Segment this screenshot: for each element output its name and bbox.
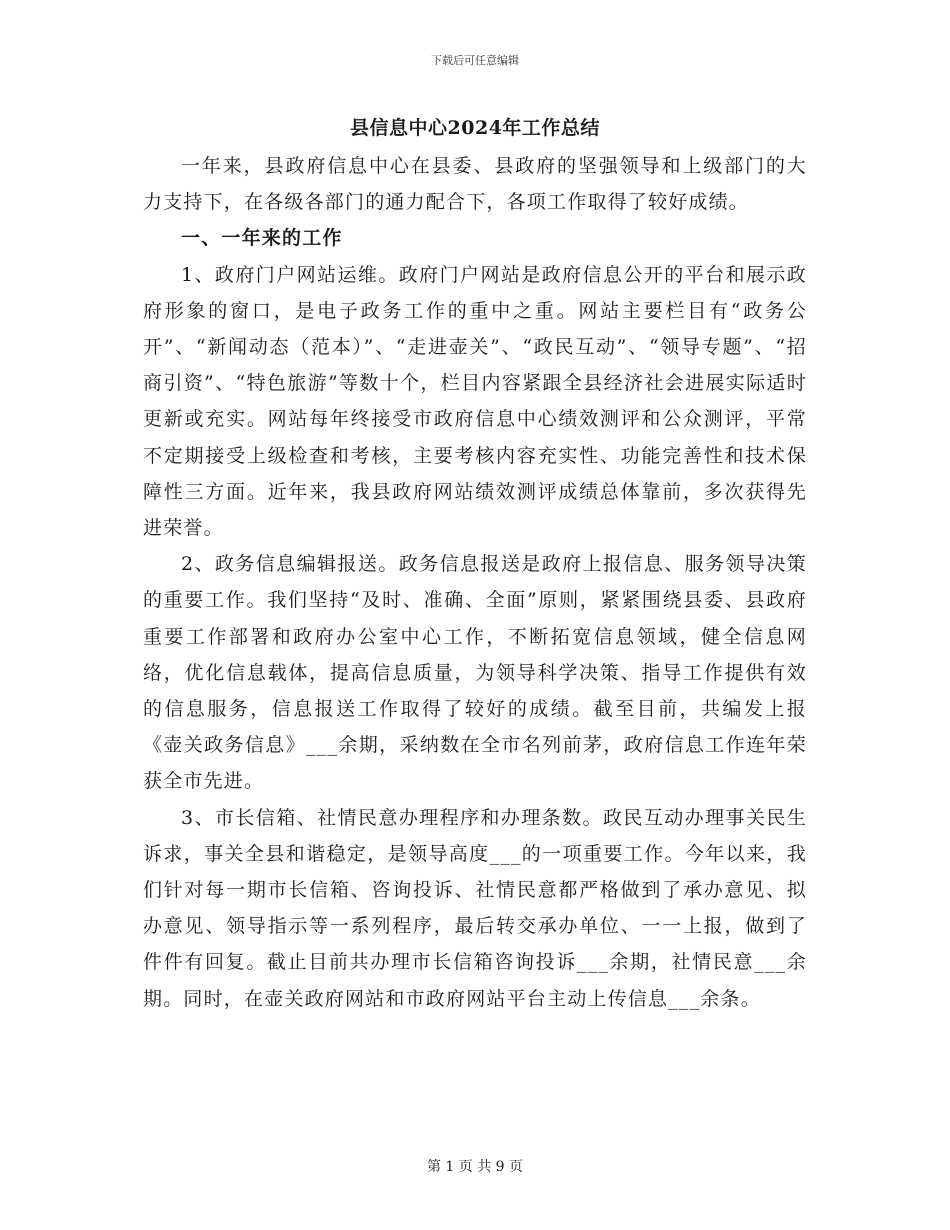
intro-paragraph: 一年来，县政府信息中心在县委、县政府的坚强领导和上级部门的大力支持下，在各级各部门的通力配合下，各项工作取得了较好成绩。 <box>143 155 807 214</box>
page-header-note: 下载后可任意编辑 <box>431 54 519 67</box>
body-paragraph-mayor-mailbox: 3、市长信箱、社情民意办理程序和办理条数。政民互动办理事关民生诉求，事关全县和谐稳定，是领导高度___的一项重要工作。今年以来，我们针对每一期市长信箱、咨询投诉、社情民意都严格做到了承办意见、拟办意见、领导指示等一系列程序，最后转交承办单位、一一上报，做到了件件有回复。截止目前共办理市长信箱咨询投诉___余期，社情民意___余期。同时，在壶关政府网站和市政府网站平台主动上传信息___余条。 <box>143 806 807 1010</box>
section-heading: 一、一年来的工作 <box>181 227 343 250</box>
document-title: 县信息中心2024年工作总结 <box>350 117 600 139</box>
page-footer: 第 1 页 共 9 页 <box>426 1159 524 1175</box>
document-body <box>143 148 807 1017</box>
body-paragraph-website: 1、政府门户网站运维。政府门户网站是政府信息公开的平台和展示政府形象的窗口，是电子政务工作的重中之重。网站主要栏目有“政务公开”、“新闻动态（范本）”、“走进壶关”、“政民互动”、“领导专题”、“招商引资”、“特色旅游”等数十个，栏目内容紧跟全县经济社会进展实际适时更新或充实。网站每年终接受市政府信息中心绩效测评和公众测评，平常不定期接受上级检查和考核，主要考核内容充实性、功能完善性和技术保障性三方面。近年来，我县政府网站绩效测评成绩总体靠前，多次获得先进荣誉。 <box>143 263 807 540</box>
body-paragraph-info-reporting: 2、政务信息编辑报送。政务信息报送是政府上报信息、服务领导决策的重要工作。我们坚持“及时、准确、全面”原则，紧紧围绕县委、县政府重要工作部署和政府办公室中心工作，不断拓宽信息领域，健全信息网络，优化信息载体，提高信息质量，为领导科学决策、指导工作提供有效的信息服务，信息报送工作取得了较好的成绩。截至目前，共编发上报《壶关政务信息》___余期，采纳数在全市名列前茅，政府信息工作连年荣获全市先进。 <box>143 553 807 793</box>
